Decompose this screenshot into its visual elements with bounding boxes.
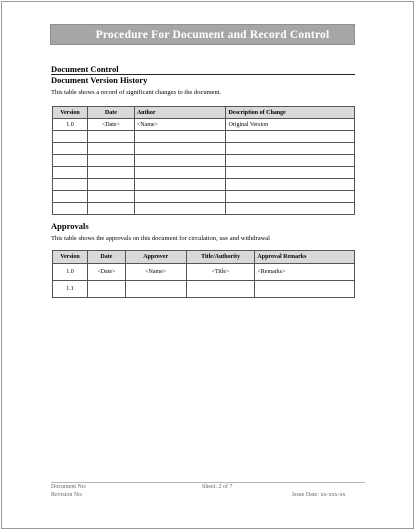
table-row	[53, 191, 355, 203]
table-cell: <Remarks>	[255, 264, 355, 281]
table-row	[53, 155, 355, 167]
column-header: Description of Change	[226, 107, 355, 119]
table-cell	[53, 203, 88, 215]
table-cell: 1.0	[53, 264, 88, 281]
table-cell	[134, 203, 226, 215]
table-cell: <Name>	[125, 264, 186, 281]
version-history-heading: Document Version History	[51, 75, 148, 85]
table-cell	[226, 203, 355, 215]
table-cell	[53, 167, 88, 179]
column-header: Author	[134, 107, 226, 119]
table-cell	[226, 143, 355, 155]
table-cell: 1.1	[53, 281, 88, 298]
table-cell	[125, 281, 186, 298]
table-row	[53, 131, 355, 143]
approvals-heading: Approvals	[51, 221, 89, 231]
footer-issue-date: Issue Date: xx-xxx-xx	[292, 492, 346, 498]
table-row	[53, 119, 355, 131]
version-history-table	[52, 106, 355, 215]
table-cell	[134, 155, 226, 167]
table-cell	[134, 191, 226, 203]
table-cell	[87, 281, 125, 298]
table-cell: <Title>	[186, 264, 255, 281]
table-row	[53, 143, 355, 155]
table-cell	[87, 191, 134, 203]
table-cell	[87, 203, 134, 215]
table-row	[53, 281, 355, 298]
footer-divider	[51, 482, 365, 483]
table-cell: Original Version	[226, 119, 355, 131]
column-header: Approval Remarks	[255, 251, 355, 264]
table-cell	[87, 167, 134, 179]
table-cell: <Name>	[134, 119, 226, 131]
table-row	[53, 167, 355, 179]
table-cell	[53, 155, 88, 167]
table-row	[53, 264, 355, 281]
table-cell	[53, 179, 88, 191]
table-cell: 1.0	[53, 119, 88, 131]
column-header: Version	[53, 251, 88, 264]
table-cell	[134, 143, 226, 155]
table-cell	[87, 179, 134, 191]
document-control-heading: Document Control	[51, 64, 119, 74]
table-cell	[134, 167, 226, 179]
table-cell	[186, 281, 255, 298]
table-row	[53, 203, 355, 215]
table-cell	[53, 131, 88, 143]
table-cell	[255, 281, 355, 298]
version-history-description: This table shows a record of significant changes to the document.	[51, 89, 222, 96]
column-header: Approver	[125, 251, 186, 264]
table-cell	[226, 155, 355, 167]
table-cell	[87, 155, 134, 167]
approvals-description: This table shows the approvals on this document for circulation, use and withdrawal	[51, 235, 270, 242]
table-cell	[134, 131, 226, 143]
column-header: Date	[87, 107, 134, 119]
table-cell	[226, 131, 355, 143]
table-cell	[134, 179, 226, 191]
footer-sheet: Sheet: 2 of 7	[202, 484, 233, 490]
table-cell: <Date>	[87, 264, 125, 281]
table-row	[53, 179, 355, 191]
document-title-banner	[50, 24, 355, 45]
document-title: Procedure For Document and Record Control	[95, 28, 330, 41]
table-cell: <Date>	[87, 119, 134, 131]
table-cell	[87, 131, 134, 143]
footer-revision-no: Revision No:	[51, 492, 83, 498]
table-cell	[53, 143, 88, 155]
table-cell	[53, 191, 88, 203]
footer-document-no: Document No:	[51, 484, 87, 490]
column-header: Version	[53, 107, 88, 119]
column-header: Date	[87, 251, 125, 264]
column-header: Title/Authority	[186, 251, 255, 264]
table-cell	[226, 167, 355, 179]
table-cell	[226, 179, 355, 191]
table-cell	[87, 143, 134, 155]
approvals-table	[52, 250, 355, 298]
table-cell	[226, 191, 355, 203]
